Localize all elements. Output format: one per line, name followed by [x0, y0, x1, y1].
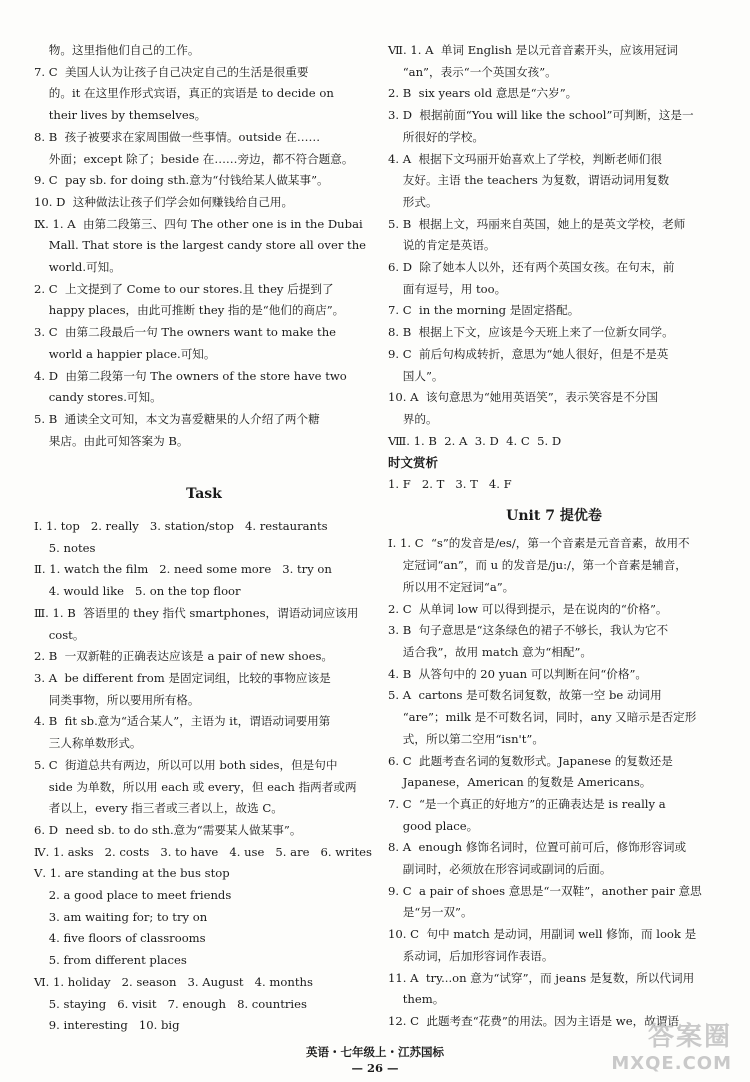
answer-line: 6. C 此题考查名词的复数形式。Japanese 的复数还是 [388, 753, 673, 768]
answer-line: 5. notes [34, 540, 96, 555]
answer-line: Ⅸ. 1. A 由第二段第三、四句 The other one is in the Dubai [34, 216, 363, 231]
answer-line: 10. C 句中 match 是动词，用副词 well 修饰，而 look 是 [388, 927, 697, 942]
answer-line: 5. B 根据上文，玛丽来自英国，她上的是英文学校，老师 [388, 216, 686, 231]
watermark-url: MXQE.COM [611, 1053, 732, 1074]
answer-line: 5. from different places [34, 953, 187, 968]
answer-line: 10. D 这种做法让孩子们学会如何赚钱给自己用。 [34, 194, 294, 209]
answer-line: 3. D 根据前面“You will like the school”可判断，这是一 [388, 108, 694, 123]
answer-line: 4. D 由第二段第一句 The owners of the store have two [34, 368, 347, 383]
watermark-text: 答案圈 [647, 1022, 732, 1052]
answer-line: 11. A try...on 意为“试穿”，而 jeans 是复数，所以代词用 [388, 970, 695, 985]
answer-line: 9. C pay sb. for doing sth.意为“付钱给某人做某事”。 [34, 173, 329, 188]
answer-line: 副词时，必须放在形容词或副词的后面。 [388, 862, 612, 877]
answer-line: Japanese，American 的复数是 Americans。 [388, 775, 652, 790]
answer-line: 果店。由此可知答案为 B。 [34, 433, 189, 448]
answer-line: Mall. That store is the largest candy store all over the [34, 238, 367, 253]
answer-line: 7. C in the morning 是固定搭配。 [388, 303, 580, 318]
unit-heading: Unit 7 提优卷 [506, 507, 602, 524]
answer-line: them。 [388, 992, 445, 1007]
answer-line: 2. a good place to meet friends [34, 888, 232, 903]
answer-line: 4. B 从答句中的 20 yuan 可以判断在问“价格”。 [388, 666, 648, 681]
answer-line: 8. A enough 修饰名词时，位置可前可后，修饰形容词或 [388, 840, 687, 855]
answer-line: 友好。主语 the teachers 为复数，谓语动词用复数 [388, 173, 670, 188]
answer-line: 4. A 根据下文玛丽开始喜欢上了学校，判断老师们很 [388, 151, 662, 166]
answer-line: 9. interesting 10. big [34, 1018, 180, 1033]
answer-line: Ⅲ. 1. B 答语里的 they 指代 smartphones，谓语动词应该用 [34, 605, 359, 620]
answer-line: 面有逗号，用 too。 [388, 281, 507, 296]
answer-line: 5. staying 6. visit 7. enough 8. countries [34, 996, 307, 1011]
answer-line: 3. am waiting for; to try on [34, 909, 208, 924]
answer-line: 2. C 上文提到了 Come to our stores.且 they 后提到了 [34, 281, 334, 296]
answer-line: 外面；except 除了；beside 在……旁边，都不符合题意。 [34, 151, 354, 166]
answer-line: 定冠词“an”，而 u 的发音是/ju:/，第一个音素是辅音， [388, 558, 687, 573]
answer-line: Ⅵ. 1. holiday 2. season 3. August 4. months [34, 974, 313, 989]
watermark-logo [611, 1016, 732, 1074]
answer-line: 2. C 从单词 low 可以得到提示，是在说肉的“价格”。 [388, 601, 668, 616]
answer-line: candy stores.可知。 [34, 390, 162, 405]
answer-line: side 为单数，所以用 each 或 every，但 each 指两者或两 [34, 779, 357, 794]
answer-line: 6. D 除了她本人以外，还有两个英国女孩。在句末，前 [388, 260, 675, 275]
answer-line: 3. C 由第二段最后一句 The owners want to make the [34, 325, 337, 340]
task-answer-block [34, 516, 374, 1037]
answer-line: 国人”。 [388, 368, 444, 383]
answer-line: world.可知。 [34, 260, 121, 275]
answer-line: 是“另一双”。 [388, 905, 473, 920]
page-number: — 26 — [351, 1061, 399, 1075]
answer-line: “an”，表示“一个英国女孩”。 [388, 64, 557, 79]
answer-line: cost。 [34, 627, 85, 642]
answer-line: 式，所以第二空用“isn't”。 [388, 731, 544, 746]
answer-line: 说的肯定是英语。 [388, 238, 496, 253]
answer-line: Ⅶ. 1. A 单词 English 是以元音音素开头，应该用冠词 [388, 43, 678, 57]
answer-line: Ⅱ. 1. watch the film 2. need some more 3. try on [34, 562, 332, 577]
answer-line: 三人称单数形式。 [34, 736, 142, 751]
reading-answers: 1. F 2. T 3. T 4. F [388, 477, 512, 492]
answer-line: happy places，由此可推断 they 指的是“他们的商店”。 [34, 303, 345, 318]
answer-line: 4. B fit sb.意为“适合某人”，主语为 it，谓语动词要用第 [34, 714, 331, 729]
answer-line: 3. A be different from 是固定词组，比较的事物应该是 [34, 670, 331, 685]
answer-line: good place。 [388, 818, 479, 833]
task-heading: Task [186, 486, 222, 503]
answer-line: 12. C 此题考查“花费”的用法。因为主语是 we，故谓语 [388, 1013, 679, 1028]
answer-line: Ⅳ. 1. asks 2. costs 3. to have 4. use 5. are 6. writes [34, 844, 372, 859]
answer-line: 9. C a pair of shoes 意思是“一双鞋”，another pair 意思 [388, 883, 702, 898]
right-answer-block [388, 40, 720, 452]
answer-line: 6. D need sb. to do sth.意为“需要某人做某事”。 [34, 822, 302, 837]
answer-line: world a happier place.可知。 [34, 346, 216, 361]
answer-line: 5. B 通读全文可知，本文为喜爱糖果的人介绍了两个糖 [34, 411, 320, 426]
answer-line: 4. five floors of classrooms [34, 931, 206, 946]
answer-line: 的。it 在这里作形式宾语，真正的宾语是 to decide on [34, 86, 334, 101]
answer-line: 形式。 [388, 194, 438, 209]
answer-line: 物。这里指他们自己的工作。 [34, 43, 200, 57]
reading-heading: 时文赏析 [388, 455, 439, 471]
footer-title: 英语・七年级上・江苏国标 [306, 1045, 444, 1059]
answer-line: 7. C 美国人认为让孩子自己决定自己的生活是很重要 [34, 64, 309, 79]
answer-line: 8. B 孩子被要求在家周围做一些事情。outside 在…… [34, 129, 321, 144]
unit-answer-block [388, 533, 720, 1032]
answer-line: 7. C “是一个真正的好地方”的正确表达是 is really a [388, 796, 666, 811]
answer-line: 9. C 前后句构成转折，意思为“她人很好，但是不是英 [388, 346, 669, 361]
left-answer-block [34, 40, 374, 452]
answer-line: 者以上，every 指三者或三者以上，故选 C。 [34, 801, 283, 816]
left-column [34, 40, 374, 1037]
answer-line: 5. A cartons 是可数名词复数，故第一空 be 动词用 [388, 688, 662, 703]
answer-line: 2. B 一双新鞋的正确表达应该是 a pair of new shoes。 [34, 649, 334, 664]
answer-line: Ⅰ. 1. C “s”的发音是/es/，第一个音素是元音音素，故用不 [388, 536, 690, 551]
answer-line: “are”；milk 是不可数名词，同时，any 又暗示是否定形 [388, 710, 697, 725]
answer-line: 8. B 根据上下文，应该是今天班上来了一位新女同学。 [388, 325, 674, 340]
answer-line: 系动词，后加形容词作表语。 [388, 948, 554, 963]
answer-line: 适合我”，故用 match 意为“相配”。 [388, 644, 592, 659]
answer-line: 10. A 该句意思为“她用英语笑”，表示笑容是不分国 [388, 390, 659, 405]
answer-line: 界的。 [388, 411, 438, 426]
right-column [388, 40, 720, 1033]
answer-line: 3. B 句子意思是“这条绿色的裙子不够长，我认为它不 [388, 623, 669, 638]
answer-line: 2. B six years old 意思是“六岁”。 [388, 86, 578, 101]
answer-line: Ⅰ. 1. top 2. really 3. station/stop 4. restaurants [34, 519, 328, 534]
answer-line: 所以用不定冠词“a”。 [388, 579, 515, 594]
answer-line: Ⅷ. 1. B 2. A 3. D 4. C 5. D [388, 433, 562, 448]
answer-line: 4. would like 5. on the top floor [34, 584, 241, 599]
answer-line: 同类事物，所以要用所有格。 [34, 692, 200, 707]
answer-line: 5. C 街道总共有两边，所以可以用 both sides，但是句中 [34, 757, 338, 772]
answer-line: Ⅴ. 1. are standing at the bus stop [34, 866, 230, 881]
answer-line: their lives by themselves。 [34, 108, 207, 123]
answer-line: 所很好的学校。 [388, 129, 484, 144]
